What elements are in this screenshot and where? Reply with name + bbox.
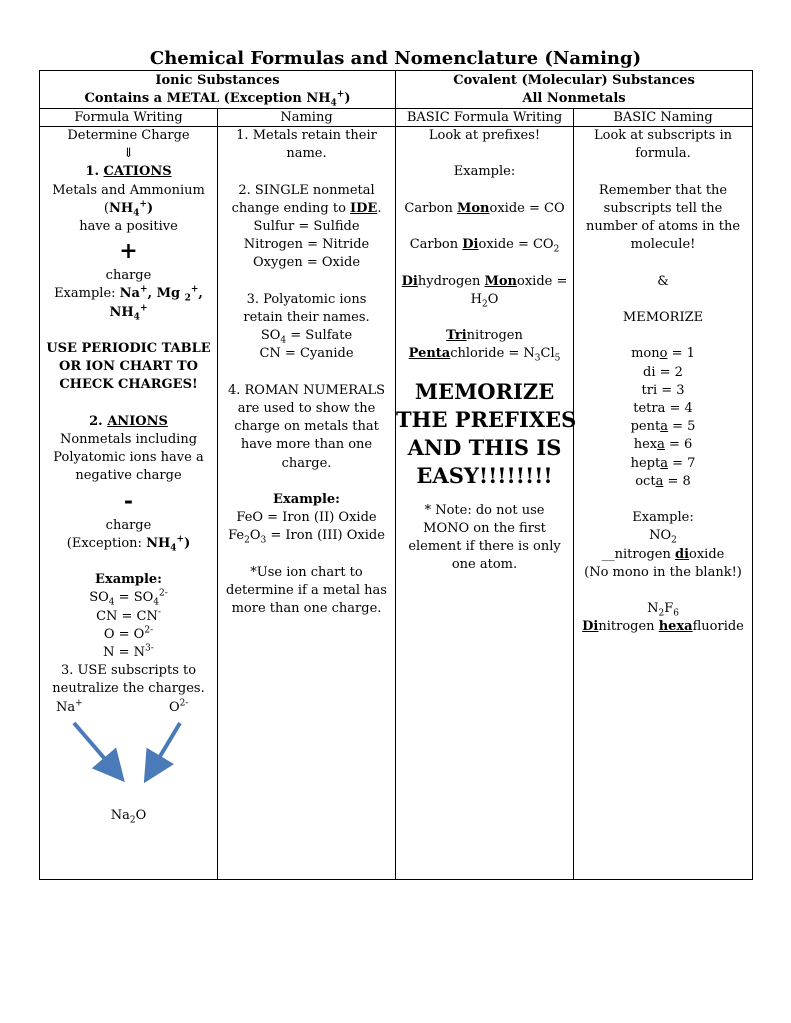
sodium-oxide-result: $Na_2O$: [110, 807, 147, 826]
down-arrow-icon: ⇓: [123, 146, 134, 162]
covalent-naming-cell: Look at subscripts in formula. Remember that the subscripts tell the number of atoms in the molecule! & MEMORIZE mono = 1 di = 2 tri = 3 tetra = 4 penta = 5 hexa = 6 hepta = 7 octa = 8 Example: $NO_2$ __nitrogen dioxide (No mono in the blank!) $N_2F_6$ Dinitrogen hexafluoride: [574, 127, 753, 880]
page-title: Chemical Formulas and Nomenclature (Naming): [149, 48, 642, 69]
subheader-formula-writing: Formula Writing: [40, 109, 218, 127]
ionic-formula-writing-cell: Determine Charge ⇓ 1. CATIONS Metals and Ammonium $(NH_4^+)$ have a positive + charge Example: Na+, Mg $_2$+, $NH_4^+$ USE PERIODIC TABLE OR ION CHART TO CHECK CHARGES! 2. ANIONS Nonmetals including Polyatomic ions have a negative charge - charge (Exception: $NH_4^+$) Example: $SO_4 = SO_4^{2-}$ CN = CN- $O = O^{2-}$ $N = N^{3-}$ 3. USE subscripts to neutralize the charges. Na+ $O^{2-}$ $Na_2O$: [40, 127, 218, 880]
ionic-naming-cell: 1. Metals retain their name. 2. SINGLE nonmetal change ending to IDE. Sulfur = Sulfide Nitrogen = Nitride Oxygen = Oxide 3. Polyatomic ions retain their names. $SO_4$ = Sulfate CN = Cyanide 4. ROMAN NUMERALS are used to show the charge on metals that have more than one charge. Example: FeO = Iron (II) Oxide $Fe_2O_3$ = Iron (III) Oxide *Use ion chart to determine if a metal has more than one charge.: [218, 127, 396, 880]
minus-sign: -: [123, 487, 134, 514]
arrows-icon: [40, 699, 218, 809]
nomenclature-table: [39, 70, 753, 880]
subheader-basic-formula-writing: BASIC Formula Writing: [396, 109, 574, 127]
subheader-naming: Naming: [218, 109, 396, 127]
covalent-formula-writing-cell: Look at prefixes! Example: Carbon Monoxide = CO Carbon Dioxide = $CO_2$ Dihydrogen Monoxide = $H_2O$ Trinitrogen Pentachloride = $N_3Cl_5$ MEMORIZE THE PREFIXES AND THIS IS EASY!!!!!!!! * Note: do not use MONO on the first element if there is only one atom.: [396, 127, 574, 880]
sodium-ion: Na+: [56, 698, 83, 715]
covalent-header: Covalent (Molecular) Substances All Nonmetals: [396, 71, 753, 109]
memorize-prefixes-callout: MEMORIZE THE PREFIXES AND THIS IS EASY!!!!!!!!: [396, 378, 577, 488]
ionic-header: Ionic Substances Contains a METAL (Exception $NH_4^+$): [40, 71, 396, 109]
plus-sign: +: [119, 238, 138, 265]
subheader-basic-naming: BASIC Naming: [574, 109, 753, 127]
ion-combination-diagram: [40, 699, 217, 809]
oxide-ion: $O^{2-}$: [169, 698, 189, 715]
